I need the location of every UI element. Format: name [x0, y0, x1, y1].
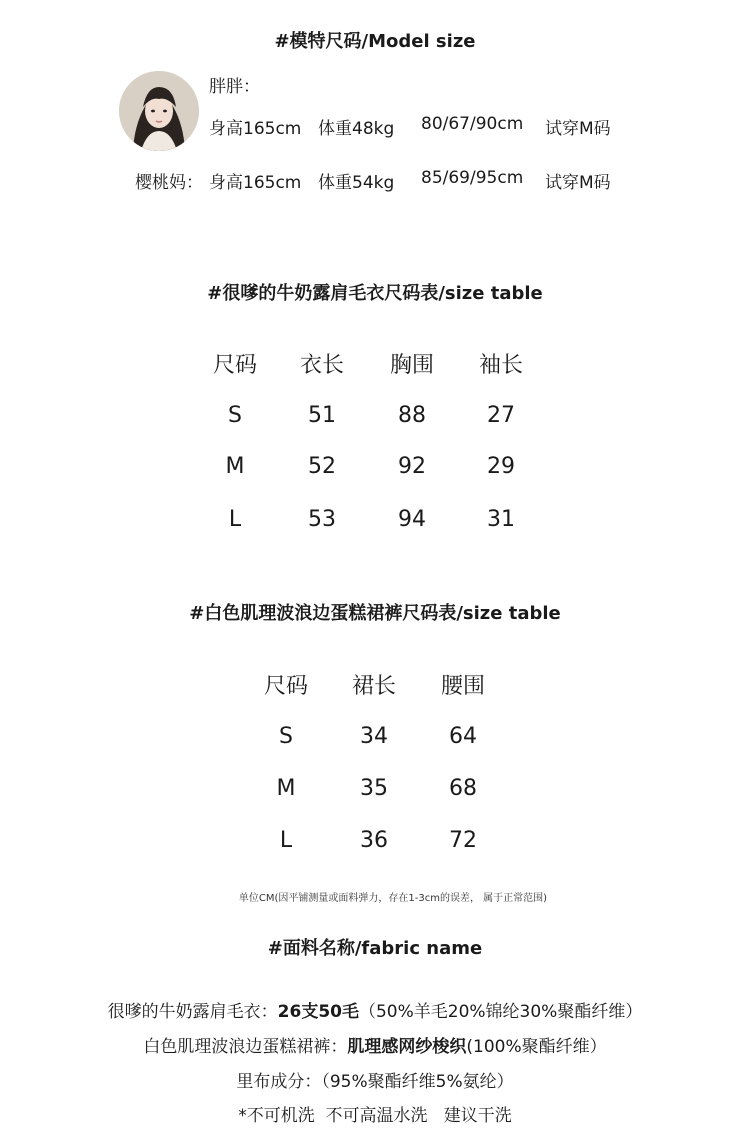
fabric-sweater-label: 很嗲的牛奶露肩毛衣：: [107, 1002, 278, 1022]
sweater-header-size: 尺码: [212, 353, 257, 378]
model-avatar: [119, 71, 199, 151]
sweater-header-chest: 胸围: [389, 353, 434, 378]
sweater-row-l-size: L: [228, 507, 242, 532]
fabric-skirt-bold: 肌理感网纱梭织: [347, 1037, 467, 1057]
skirt-row-l-waist: 72: [449, 828, 477, 853]
skirt-row-m-size: M: [276, 776, 296, 801]
model-size-title: #模特尺码/Model size: [274, 31, 476, 52]
fabric-lining-label: 里布成分：: [236, 1072, 322, 1092]
sweater-table-title: #很嗲的牛奶露肩毛衣尺码表/size table: [207, 283, 543, 304]
fabric-line-skirt: [0, 1032, 750, 1057]
sweater-row-m-chest: 92: [398, 454, 426, 479]
sweater-row-m-size: M: [225, 454, 245, 479]
skirt-header-length: 裙长: [351, 674, 396, 699]
model2-tried: 试穿M码: [545, 173, 611, 193]
fabric-line-sweater: [0, 997, 750, 1022]
skirt-row-m-waist: 68: [449, 776, 477, 801]
model1-tried: 试穿M码: [545, 119, 611, 139]
fabric-skirt-label: 白色肌理波浪边蛋糕裙裤：: [143, 1037, 348, 1057]
sweater-row-l-length: 53: [308, 507, 336, 532]
skirt-table-title: #白色肌理波浪边蛋糕裙裤尺码表/size table: [189, 603, 561, 624]
skirt-row-s-waist: 64: [449, 724, 477, 749]
sweater-row-m-sleeve: 29: [487, 454, 515, 479]
unit-note: 单位CM(因平铺测量或面料弹力，存在1-3cm的误差， 属于正常范围): [238, 893, 548, 904]
model1-measurements: 80/67/90cm: [421, 114, 524, 134]
skirt-size-table: [0, 669, 750, 859]
sweater-size-table: [0, 348, 750, 538]
model2-name: 樱桃妈：: [135, 173, 203, 193]
care-instructions: *不可机洗 不可高温水洗 建议干洗: [238, 1106, 512, 1126]
model1-height: 身高165cm: [209, 119, 302, 139]
fabric-skirt-composition: (100%聚酯纤维）: [466, 1037, 607, 1057]
fabric-lining-composition: （95%聚酯纤维5%氨纶）: [321, 1072, 514, 1092]
sweater-row-s-chest: 88: [398, 403, 426, 428]
sweater-row-s-length: 51: [308, 403, 336, 428]
model2-measurements: 85/69/95cm: [421, 168, 524, 188]
sweater-row-s-size: S: [228, 403, 242, 428]
fabric-sweater-composition: （50%羊毛20%锦纶30%聚酯纤维）: [358, 1002, 643, 1022]
model2-weight: 体重54kg: [318, 173, 395, 193]
skirt-row-s-size: S: [279, 724, 293, 749]
sweater-header-sleeve: 袖长: [478, 353, 523, 378]
sweater-header-length: 衣长: [299, 353, 344, 378]
model1-name: 胖胖：: [209, 77, 260, 97]
sweater-row-l-sleeve: 31: [487, 507, 515, 532]
model2-height: 身高165cm: [209, 173, 302, 193]
skirt-row-m-length: 35: [360, 776, 388, 801]
sweater-row-m-length: 52: [308, 454, 336, 479]
skirt-header-waist: 腰围: [440, 674, 485, 699]
skirt-header-size: 尺码: [263, 674, 308, 699]
model1-weight: 体重48kg: [318, 119, 395, 139]
skirt-row-l-size: L: [279, 828, 293, 853]
fabric-sweater-bold: 26支50毛: [277, 1002, 359, 1022]
fabric-title: #面料名称/fabric name: [267, 938, 483, 959]
skirt-row-l-length: 36: [360, 828, 388, 853]
sweater-row-l-chest: 94: [398, 507, 426, 532]
fabric-line-lining: [0, 1067, 750, 1092]
skirt-row-s-length: 34: [360, 724, 388, 749]
sweater-row-s-sleeve: 27: [487, 403, 515, 428]
